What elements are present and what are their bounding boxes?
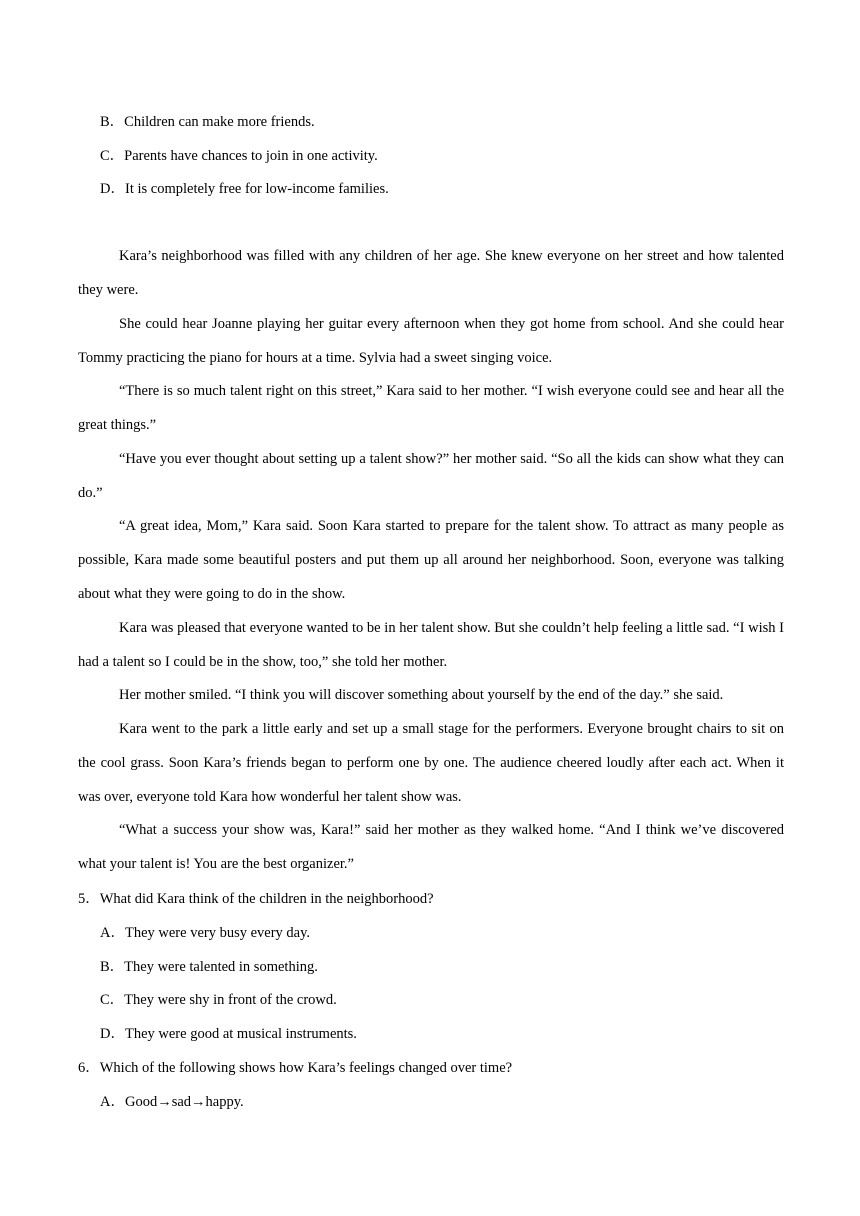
option-label: A．	[100, 925, 125, 941]
question-number: 6．	[78, 1060, 100, 1076]
question-text: What did Kara think of the children in the neighborhood?	[99, 891, 434, 907]
option-text: They were talented in something.	[124, 959, 318, 975]
option-text: Good→sad→happy.	[124, 1094, 244, 1110]
option-label: A．	[100, 1094, 125, 1110]
q5-option-d	[100, 1024, 357, 1044]
option-label: C．	[100, 992, 125, 1008]
prev-option-c	[100, 146, 378, 166]
option-label: B．	[100, 959, 125, 975]
option-text: Parents have chances to join in one activity.	[124, 148, 378, 164]
passage-paragraph: “Have you ever thought about setting up a talent show?” her mother said. “So all the kids can show what they can do.”	[78, 451, 784, 501]
passage-paragraph: “What a success your show was, Kara!” said her mother as they walked home. “And I think we’ve discovered what your talent is! You are the best organizer.”	[78, 822, 784, 872]
q6-option-a	[100, 1092, 244, 1112]
question-5-stem	[78, 889, 434, 909]
option-label: D．	[100, 1026, 125, 1042]
option-label: B．	[100, 114, 125, 130]
passage-paragraph: Kara went to the park a little early and set up a small stage for the performers. Everyone brought chairs to sit on the cool grass. Soon Kara’s friends began to perform one by one. The audience cheered loudly after each act. When it was over, everyone told Kara how wonderful her talent show was.	[78, 721, 784, 805]
option-text: They were very busy every day.	[124, 925, 311, 941]
passage-paragraph: “There is so much talent right on this street,” Kara said to her mother. “I wish everyone could see and hear all the great things.”	[78, 383, 784, 433]
passage-paragraph: “A great idea, Mom,” Kara said. Soon Kara started to prepare for the talent show. To attract as many people as possible, Kara made some beautiful posters and put them up all around her neighborhood. Soon, everyone was talking about what they were going to do in the show.	[78, 518, 784, 602]
option-text: They were shy in front of the crowd.	[124, 992, 337, 1008]
option-text: Children can make more friends.	[124, 114, 315, 130]
question-6-stem	[78, 1058, 512, 1078]
q5-option-a	[100, 923, 310, 943]
q5-option-c	[100, 990, 337, 1010]
question-text: Which of the following shows how Kara’s feelings changed over time?	[99, 1060, 513, 1076]
option-label: D．	[100, 181, 125, 197]
option-text: It is completely free for low-income families.	[124, 181, 389, 197]
passage-paragraph: Kara’s neighborhood was filled with any children of her age. She knew everyone on her street and how talented they were.	[78, 248, 784, 298]
passage-paragraph: Her mother smiled. “I think you will discover something about yourself by the end of the day.” she said.	[119, 687, 724, 703]
q5-option-b	[100, 957, 318, 977]
prev-option-d	[100, 179, 389, 199]
option-text: They were good at musical instruments.	[124, 1026, 357, 1042]
passage-paragraph: Kara was pleased that everyone wanted to be in her talent show. But she couldn’t help feeling a little sad. “I wish I had a talent so I could be in the show, too,” she told her mother.	[78, 620, 784, 670]
prev-option-b	[100, 112, 315, 132]
passage-paragraph: She could hear Joanne playing her guitar every afternoon when they got home from school. And she could hear Tommy practicing the piano for hours at a time. Sylvia had a sweet singing voice.	[78, 316, 784, 366]
option-label: C．	[100, 148, 125, 164]
question-number: 5．	[78, 891, 100, 907]
